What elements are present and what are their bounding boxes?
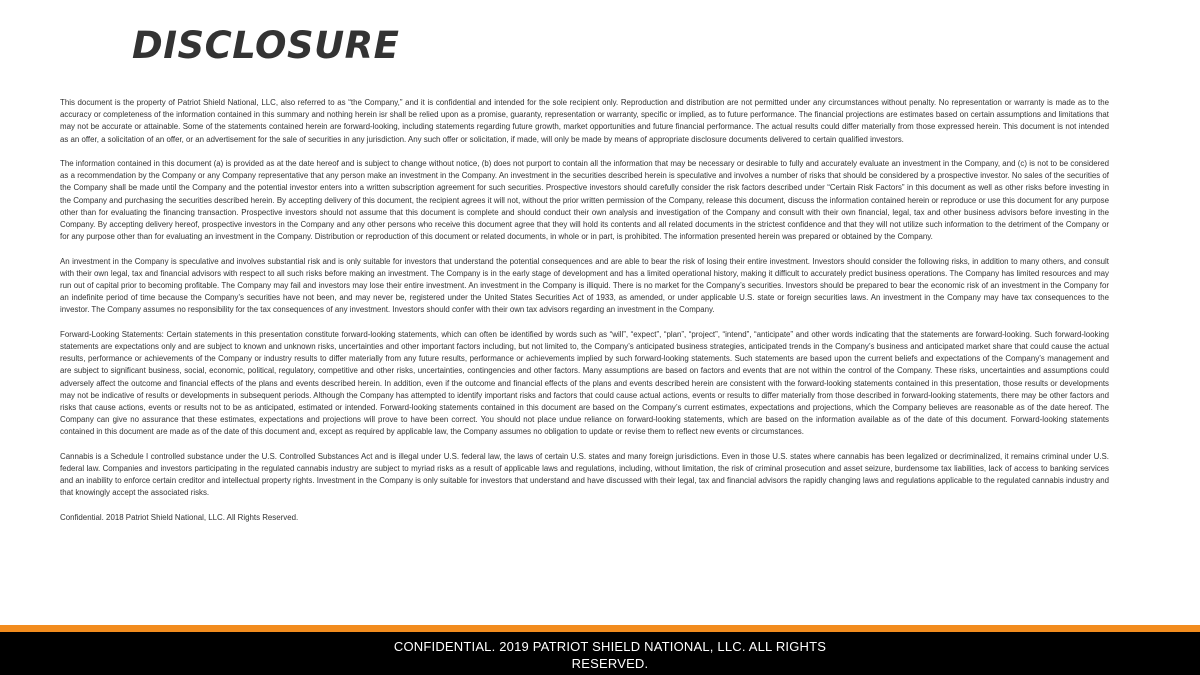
paragraph-information: The information contained in this document (a) is provided as at the date hereof and is subject to change without notice, (b) does not purport to contain all the information that may be necessary or desirable to fully and accurately evaluate an investment in the Company, and (c) is not to be considered as a recommendation by the Company or any Company representative that any person make an investment in the Company. An investment in the securities described herein is speculative and involves a number of risks that should be considered by a prospective investor. No sales of the securities of the Company shall be made until the Company and the potential investor enters into a written subscription agreement for such securities. Prospective investors should carefully consider the risk factors described under “Certain Risk Factors” in this document as well as other risks before investing in the Company and purchasing the securities described herein. By accepting delivery of this document, the recipient agrees it will not, without the prior written permission of the Company, release this document, discuss the information contained herein or reproduce or use this document for any purpose other than for evaluating the financing transaction. Prospective investors should not assume that this document is complete and should conduct their own analysis and investigation of the Company and consult with their own financial, legal, tax and other business advisors before investing in the Company. By accepting delivery hereof, prospective investors in the Company and any other persons who receive this document agree that they will hold its contents and all related documents in the strictest confidence and that they will not utilize such information to the detriment of the Company or for any purpose other than for evaluating an investment in the Company. Distribution or reproduction of this document or related documents, in whole or in part, is prohibited. The information presented herein was prepared or obtained by the Company. — [60, 159, 1109, 242]
page-title: DISCLOSURE — [132, 24, 400, 67]
footer-text: CONFIDENTIAL. 2019 PATRIOT SHIELD NATIONAL, LLC. ALL RIGHTS RESERVED. — [393, 639, 827, 671]
paragraph-cannabis: Cannabis is a Schedule I controlled substance under the U.S. Controlled Substances Act and is illegal under U.S. federal law, the laws of certain U.S. states and many foreign jurisdictions. Even in those U.S. states where cannabis has been legalized or decriminalized, it remains criminal under U.S. federal law. Companies and investors participating in the regulated cannabis industry are subject to myriad risks as a result of applicable laws and regulations, including, without limitation, the risk of criminal prosecution and asset seizure, burdensome tax liabilities, lack of access to banking services and an inability to enforce certain creditor and intellectual property rights. Investment in the Company is only suitable for investors that understand and have discussed with their legal, tax and financial advisors the rapidly changing laws and regulations applicable to the regulated cannabis industry and that knowingly accept the associated risks. — [60, 451, 1109, 498]
footer-accent-bar — [0, 625, 1200, 632]
paragraph-investment-risk: An investment in the Company is speculative and involves substantial risk and is only suitable for investors that understand the potential consequences and are able to bear the risk of losing their entire investment. Investors should consider the following risks, in addition to many others, and consult with their own legal, tax and financial advisors with respect to all such risks before making an investment. The Company is in the early stage of development and has a limited operational history, making it difficult to accurately predict business operations. The Company has limited resources and may run out of capital prior to becoming profitable. The Company may fail and investors may lose their entire investment. An investment in the Company is illiquid. There is no market for the Company’s securities. Investors should be prepared to bear the economic risk of an investment in the Company for an indefinite period of time because the Company’s securities have not been, and may never be, registered under the United States Securities Act of 1933, as amended, or under applicable U.S. state or foreign securities laws. An investment in the Company may have tax consequences to the investor. The Company assumes no responsibility for the tax consequences of any investment. Investors should confer with their own tax advisors regarding an investment in the Company. — [60, 256, 1109, 315]
paragraph-copyright: Confidential. 2018 Patriot Shield National, LLC. All Rights Reserved. — [60, 512, 299, 522]
disclosure-body — [60, 97, 1109, 524]
footer — [0, 632, 1200, 675]
paragraph-ownership: This document is the property of Patriot Shield National, LLC, also referred to as “the Company,” and it is confidential and intended for the sole recipient only. Reproduction and distribution are not permitted under any circumstances without penalty. No representation or warranty is made as to the accuracy or completeness of the information contained in this summary and nothing herein isr shall be relied upon as a promise, guaranty, representation or warranty, specific or implied, as to future performance. The financial projections are estimates based on certain assumptions and limitations that may not be accurate or attainable. Some of the statements contained herein are forward-looking, including statements regarding future growth, market opportunities and future financial performance. The actual results could differ materially from those expressed herein. This document is not intended as an offer, a solicitation of an offer, or an advertisement for the sale of securities in any jurisdiction. Any such offer or solicitation, if made, will only be made by means of appropriate disclosure documents delivered to certain qualified investors. — [60, 98, 1109, 144]
paragraph-forward-looking: Forward-Looking Statements: Certain statements in this presentation constitute forward-looking statements, which can often be identified by words such as “will”, “expect”, “plan”, “project”, “intend”, “anticipate” and other words indicating that the statements are forward-looking. Such forward-looking statements are expectations only and are subject to known and unknown risks, uncertainties and other important factors including, but not limited to, the Company’s anticipated business strategies, anticipated trends in the Company’s business and anticipated market share that could cause the actual results, performance or achievements of the Company or industry results to differ materially from any future results, performance or achievements implied by such forward-looking statements. Such statements are based upon the current beliefs and expectations of the Company’s management and are subject to significant business, social, economic, political, regulatory, competitive and other risks, uncertainties, contingencies and other factors. Many assumptions are based on factors and events that are not within the control of the Company. These risks, uncertainties and assumptions could adversely affect the outcome and financial effects of the plans and events described herein. In addition, even if the outcome and financial effects of the plans and events described herein are consistent with the forward-looking statements contained in this presentation, those results or developments may not be indicative of results or developments in subsequent periods. Although the Company has attempted to identify important risks and factors that could cause actual actions, events or results to differ materially from those described in forward-looking statements, there may be other factors and risks that cause actions, events or results not to be as anticipated, estimated or intended. Forward-looking statements contained in this document are based on the Company’s current estimates, expectations and projections, which the Company believes are reasonable as of the date hereof. The Company can give no assurance that these estimates, expectations and projections will prove to have been correct. You should not place undue reliance on forward-looking statements, which are based on the information available as of the date of this document. Forward-looking statements contained in this document are made as of the date of this document and, except as required by applicable law, the Company assumes no obligation to update or revise them to reflect new events or circumstances. — [60, 329, 1109, 437]
